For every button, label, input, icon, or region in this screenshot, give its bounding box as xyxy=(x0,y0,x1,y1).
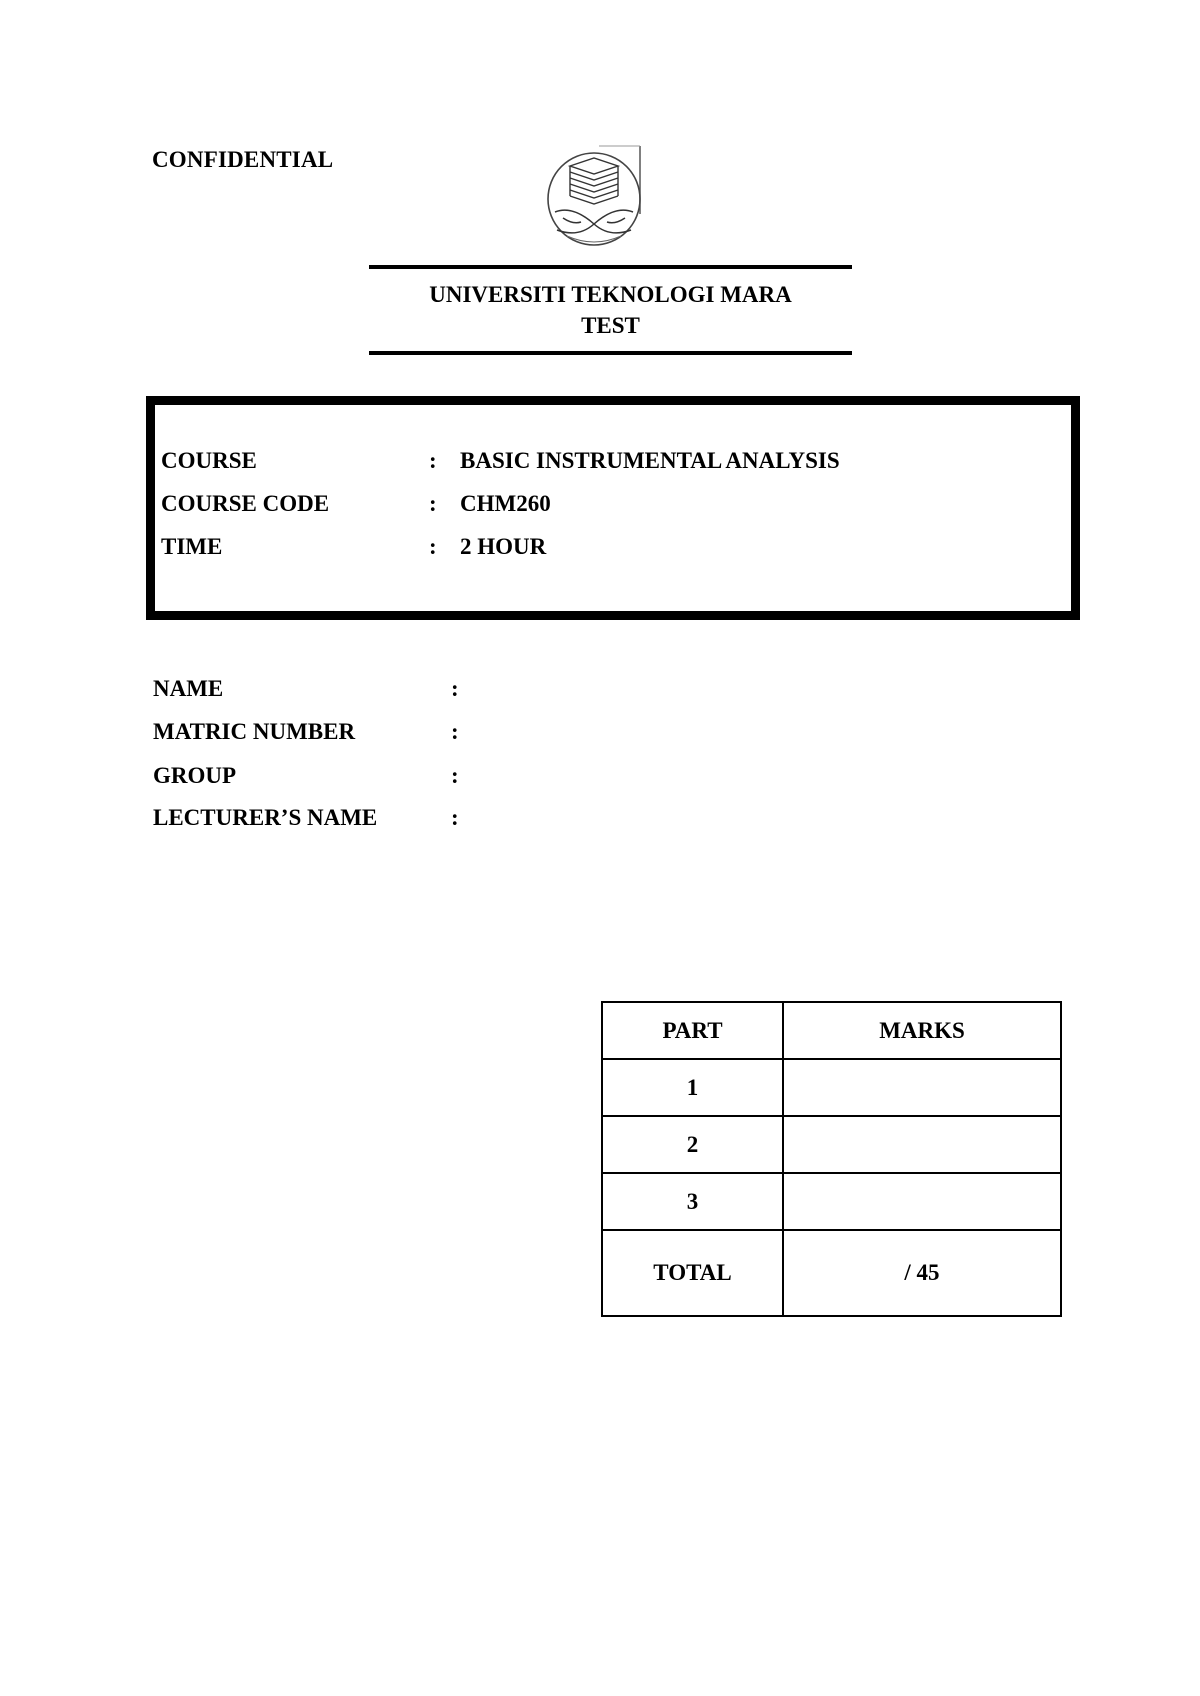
part-cell: 1 xyxy=(602,1059,783,1116)
total-label: TOTAL xyxy=(602,1230,783,1316)
table-row xyxy=(602,1059,1061,1116)
name-label: NAME xyxy=(153,676,224,701)
marks-cell xyxy=(783,1059,1061,1116)
part-cell: 3 xyxy=(602,1173,783,1230)
marks-cell xyxy=(783,1173,1061,1230)
matric-number-separator: : xyxy=(451,719,459,744)
marks-table xyxy=(601,1001,1062,1317)
university-name: UNIVERSITI TEKNOLOGI MARA xyxy=(429,282,792,307)
table-header-row xyxy=(602,1002,1061,1059)
course-code-value: CHM260 xyxy=(460,491,551,516)
part-header: PART xyxy=(602,1002,783,1059)
table-row xyxy=(602,1173,1061,1230)
course-value: BASIC INSTRUMENTAL ANALYSIS xyxy=(460,448,840,473)
document-type: TEST xyxy=(581,313,640,338)
group-label: GROUP xyxy=(153,763,237,788)
time-label: TIME xyxy=(161,534,223,559)
course-separator: : xyxy=(429,448,437,473)
uitm-crest-icon xyxy=(545,144,645,250)
time-value: 2 HOUR xyxy=(460,534,547,559)
course-code-separator: : xyxy=(429,491,437,516)
matric-number-label: MATRIC NUMBER xyxy=(153,719,356,744)
lecturer-name-separator: : xyxy=(451,805,459,830)
lecturer-name-label: LECTURER’S NAME xyxy=(153,805,378,830)
confidential-label: CONFIDENTIAL xyxy=(152,147,334,172)
marks-cell xyxy=(783,1116,1061,1173)
part-cell: 2 xyxy=(602,1116,783,1173)
name-separator: : xyxy=(451,676,459,701)
course-label: COURSE xyxy=(161,448,257,473)
total-value: / 45 xyxy=(783,1230,1061,1316)
group-separator: : xyxy=(451,763,459,788)
header-rule-top xyxy=(369,265,852,269)
course-code-label: COURSE CODE xyxy=(161,491,330,516)
total-row xyxy=(602,1230,1061,1316)
time-separator: : xyxy=(429,534,437,559)
table-row xyxy=(602,1116,1061,1173)
header-rule-bottom xyxy=(369,351,852,355)
marks-header: MARKS xyxy=(783,1002,1061,1059)
